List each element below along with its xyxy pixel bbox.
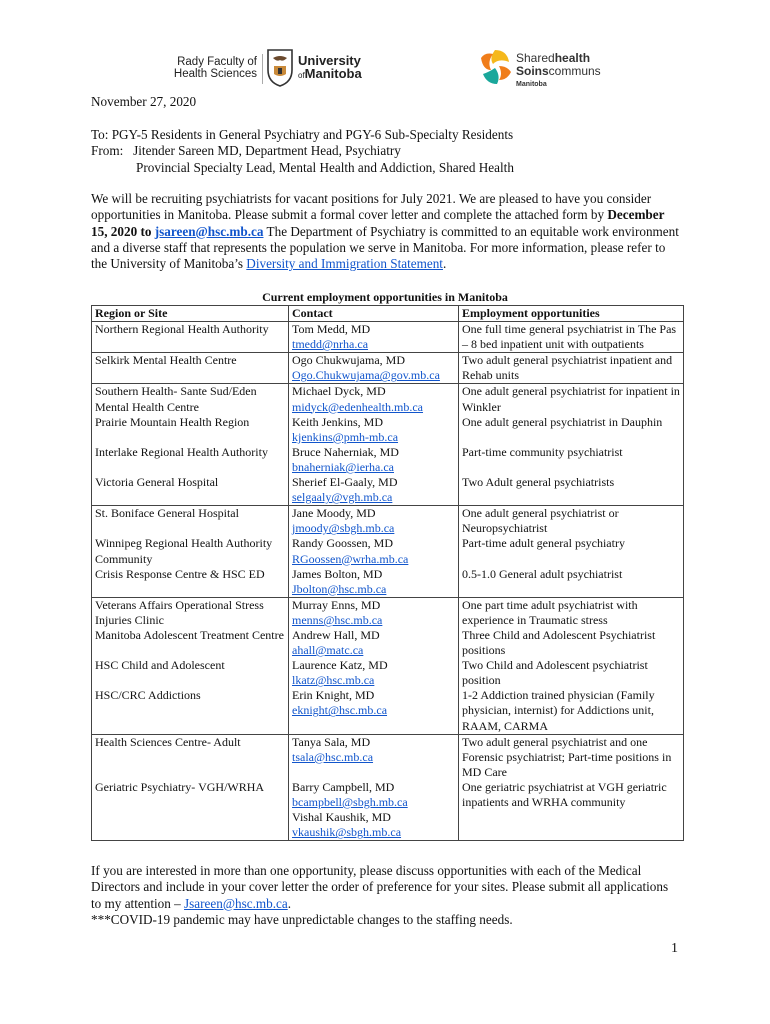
opportunity-cell: Three Child and Adolescent Psychiatrist positions <box>459 628 684 658</box>
opportunity-cell: Part-time community psychiatrist <box>459 445 684 475</box>
diversity-statement-link[interactable]: Diversity and Immigration Statement <box>246 256 443 272</box>
closing-paragraph <box>91 863 681 928</box>
sh-health: health <box>554 51 591 65</box>
contact-email[interactable]: bnaherniak@ierha.ca <box>292 459 394 474</box>
contact-name: Tom Medd, MD <box>292 322 371 337</box>
contact-email[interactable]: jmoody@sbgh.mb.ca <box>292 521 395 536</box>
deadline: December 15, 2020 to <box>91 207 665 239</box>
contact-name: Erin Knight, MD <box>292 688 375 703</box>
site-cell: Geriatric Psychiatry- VGH/WRHA <box>92 780 289 841</box>
from-line1: Jitender Sareen MD, Department Head, Psychiatry <box>133 143 401 159</box>
contact-email[interactable]: tmedd@nrha.ca <box>292 337 369 352</box>
contact-name: Vishal Kaushik, MD <box>292 810 391 825</box>
contact-name: Sherief El-Gaaly, MD <box>292 475 398 490</box>
contact-cell <box>289 567 459 598</box>
sh-communs: communs <box>548 64 601 78</box>
col-header-opportunities: Employment opportunities <box>459 306 684 322</box>
table-row <box>92 322 684 353</box>
opportunity-cell: Two adult general psychiatrist inpatient and Rehab units <box>459 353 684 384</box>
site-cell: Southern Health- Sante Sud/Eden Mental Health Centre <box>92 384 289 415</box>
contact-email[interactable]: ahall@matc.ca <box>292 643 364 658</box>
contact-name: Barry Campbell, MD <box>292 779 395 794</box>
rady-line2: Health Sciences <box>173 68 257 80</box>
sh-soins: Soins <box>516 64 549 78</box>
table-row <box>92 688 684 734</box>
contact-cell <box>289 536 459 566</box>
shared-health-logo-icon <box>477 48 513 88</box>
site-cell: Winnipeg Regional Health Authority Community <box>92 536 289 566</box>
site-cell: Northern Regional Health Authority <box>92 322 289 353</box>
site-cell: St. Boniface General Hospital <box>92 506 289 537</box>
uofm-line1: University <box>298 53 361 68</box>
uofm-shield-icon <box>265 48 295 88</box>
contact-email[interactable]: Ogo.Chukwujama@gov.mb.ca <box>292 368 440 383</box>
contact-name: Randy Goossen, MD <box>292 536 393 551</box>
site-cell: Manitoba Adolescent Treatment Centre <box>92 628 289 658</box>
contact-email[interactable]: lkatz@hsc.mb.ca <box>292 673 375 688</box>
contact-email[interactable]: tsala@hsc.mb.ca <box>292 749 374 764</box>
contact-name: Jane Moody, MD <box>292 506 376 521</box>
contact-email[interactable]: bcampbell@sbgh.mb.ca <box>292 795 408 809</box>
contact-cell <box>289 445 459 475</box>
closing-text: If you are interested in more than one opportunity, please discuss opportunities with each of the Medical Directors and include in your cover letter the order of preference for your sites. Please submit all applications to my attention – <box>91 863 669 911</box>
contact-cell <box>289 780 459 841</box>
table-row <box>92 353 684 384</box>
contact-cell <box>289 475 459 506</box>
table-row <box>92 536 684 566</box>
opportunity-cell: Two Child and Adolescent psychiatrist position <box>459 658 684 688</box>
contact-email[interactable]: eknight@hsc.mb.ca <box>292 703 388 718</box>
rady-line1: Rady Faculty of <box>177 56 257 68</box>
contact-name: Bruce Naherniak, MD <box>292 444 399 459</box>
uofm-line2: Manitoba <box>304 66 362 81</box>
opportunity-cell: One adult general psychiatrist in Dauphin <box>459 415 684 445</box>
to-label: To: <box>91 127 109 142</box>
site-cell: HSC Child and Adolescent <box>92 658 289 688</box>
from-line2: Provincial Specialty Lead, Mental Health and Addiction, Shared Health <box>136 159 514 175</box>
contact-name: Murray Enns, MD <box>292 597 381 612</box>
table-title: Current employment opportunities in Manitoba <box>262 290 508 304</box>
table-body <box>92 322 684 841</box>
site-cell: Interlake Regional Health Authority <box>92 445 289 475</box>
site-cell: Selkirk Mental Health Centre <box>92 353 289 384</box>
intro-text-1: We will be recruiting psychiatrists for vacant positions for July 2021. We are pleased to have you consider opportunities in Manitoba. Please submit a formal cover letter and complete the attached form by <box>91 191 652 223</box>
intro-text-2: The Department of Psychiatry is committed to an equitable work environment and a diverse staff that represents the population we serve in Manitoba. For more information, please refer to the University of Manitoba’s <box>91 223 679 272</box>
site-cell: Victoria General Hospital <box>92 475 289 506</box>
closing-end: . <box>287 895 292 911</box>
table-row <box>92 567 684 598</box>
opportunity-cell: Two Adult general psychiatrists <box>459 475 684 506</box>
table-row <box>92 475 684 506</box>
table-row <box>92 658 684 688</box>
opportunity-cell: One adult general psychiatrist or Neuropsychiatrist <box>459 506 684 537</box>
contact-email[interactable]: kjenkins@pmh-mb.ca <box>292 429 399 444</box>
table-row <box>92 445 684 475</box>
contact-cell <box>289 688 459 734</box>
contact-name: Tanya Sala, MD <box>292 734 371 749</box>
contact-email[interactable]: RGoossen@wrha.mb.ca <box>292 551 409 566</box>
site-cell: Health Sciences Centre- Adult <box>92 734 289 780</box>
contact-email[interactable]: Jbolton@hsc.mb.ca <box>292 581 387 596</box>
site-cell: HSC/CRC Addictions <box>92 688 289 734</box>
site-cell: Veterans Affairs Operational Stress Injuries Clinic <box>92 597 289 628</box>
opportunity-cell: One adult general psychiatrist for inpatient in Winkler <box>459 384 684 415</box>
contact-cell <box>289 506 459 537</box>
contact-cell <box>289 353 459 384</box>
contact-name: Laurence Katz, MD <box>292 658 388 673</box>
site-cell: Prairie Mountain Health Region <box>92 415 289 445</box>
sh-shared: Shared <box>516 51 555 65</box>
header-logos <box>0 48 770 92</box>
site-cell: Crisis Response Centre & HSC ED <box>92 567 289 598</box>
from-label: From: <box>91 143 124 159</box>
opportunity-cell: Part-time adult general psychiatry <box>459 536 684 566</box>
uofm-wordmark <box>298 54 362 82</box>
logo-divider <box>262 54 263 84</box>
opportunity-cell: One part time adult psychiatrist with experience in Traumatic stress <box>459 597 684 628</box>
contact-cell <box>289 734 459 780</box>
table-row <box>92 384 684 415</box>
contact-cell <box>289 384 459 415</box>
table-row <box>92 734 684 780</box>
contact-name: Andrew Hall, MD <box>292 627 380 642</box>
contact-cell <box>289 658 459 688</box>
sh-manitoba: Manitoba <box>516 81 547 88</box>
to-recipients: PGY-5 Residents in General Psychiatry and PGY-6 Sub-Specialty Residents <box>111 127 514 142</box>
contact-email[interactable]: selgaaly@vgh.mb.ca <box>292 490 393 505</box>
table-row <box>92 628 684 658</box>
opportunity-cell: 0.5-1.0 General adult psychiatrist <box>459 567 684 598</box>
contact-cell <box>289 322 459 353</box>
contact-name: Michael Dyck, MD <box>292 384 386 399</box>
contact-email[interactable]: vkaushik@sbgh.mb.ca <box>292 825 402 840</box>
contact-email[interactable]: menns@hsc.mb.ca <box>292 612 383 627</box>
col-header-contact: Contact <box>289 306 459 322</box>
rady-faculty-logo <box>165 56 257 80</box>
contact-email-link[interactable]: jsareen@hsc.mb.ca <box>154 223 264 239</box>
contact-name: James Bolton, MD <box>292 566 383 581</box>
contact-name: Ogo Chukwujama, MD <box>292 353 405 368</box>
opportunity-cell: 1-2 Addiction trained physician (Family physician, internist) for Addictions unit, RAAM, CARMA <box>459 688 684 734</box>
table-row <box>92 780 684 841</box>
closing-email-link[interactable]: Jsareen@hsc.mb.ca <box>184 895 288 911</box>
page-number: 1 <box>671 941 678 956</box>
contact-cell <box>289 415 459 445</box>
letter-date: November 27, 2020 <box>91 94 197 109</box>
uofm-of: of <box>298 71 305 80</box>
memo-block <box>91 127 681 176</box>
contact-name: Keith Jenkins, MD <box>292 414 383 429</box>
opportunity-cell: One geriatric psychiatrist at VGH geriatric inpatients and WRHA community <box>459 780 684 841</box>
covid-note: ***COVID-19 pandemic may have unpredictable changes to the staffing needs. <box>91 911 513 927</box>
contact-cell <box>289 628 459 658</box>
contact-cell <box>289 597 459 628</box>
table-row <box>92 415 684 445</box>
contact-email[interactable]: midyck@edenhealth.mb.ca <box>292 399 424 414</box>
intro-paragraph <box>91 191 681 272</box>
intro-text-3: . <box>442 256 447 272</box>
table-row <box>92 597 684 628</box>
shared-health-wordmark <box>516 52 601 91</box>
opportunity-cell: One full time general psychiatrist in The Pas – 8 bed inpatient unit with outpatients <box>459 322 684 353</box>
opportunity-cell: Two adult general psychiatrist and one Forensic psychiatrist; Part-time positions in MD Care <box>459 734 684 780</box>
col-header-site: Region or Site <box>92 306 289 322</box>
table-row <box>92 506 684 537</box>
opportunities-table <box>91 305 684 841</box>
